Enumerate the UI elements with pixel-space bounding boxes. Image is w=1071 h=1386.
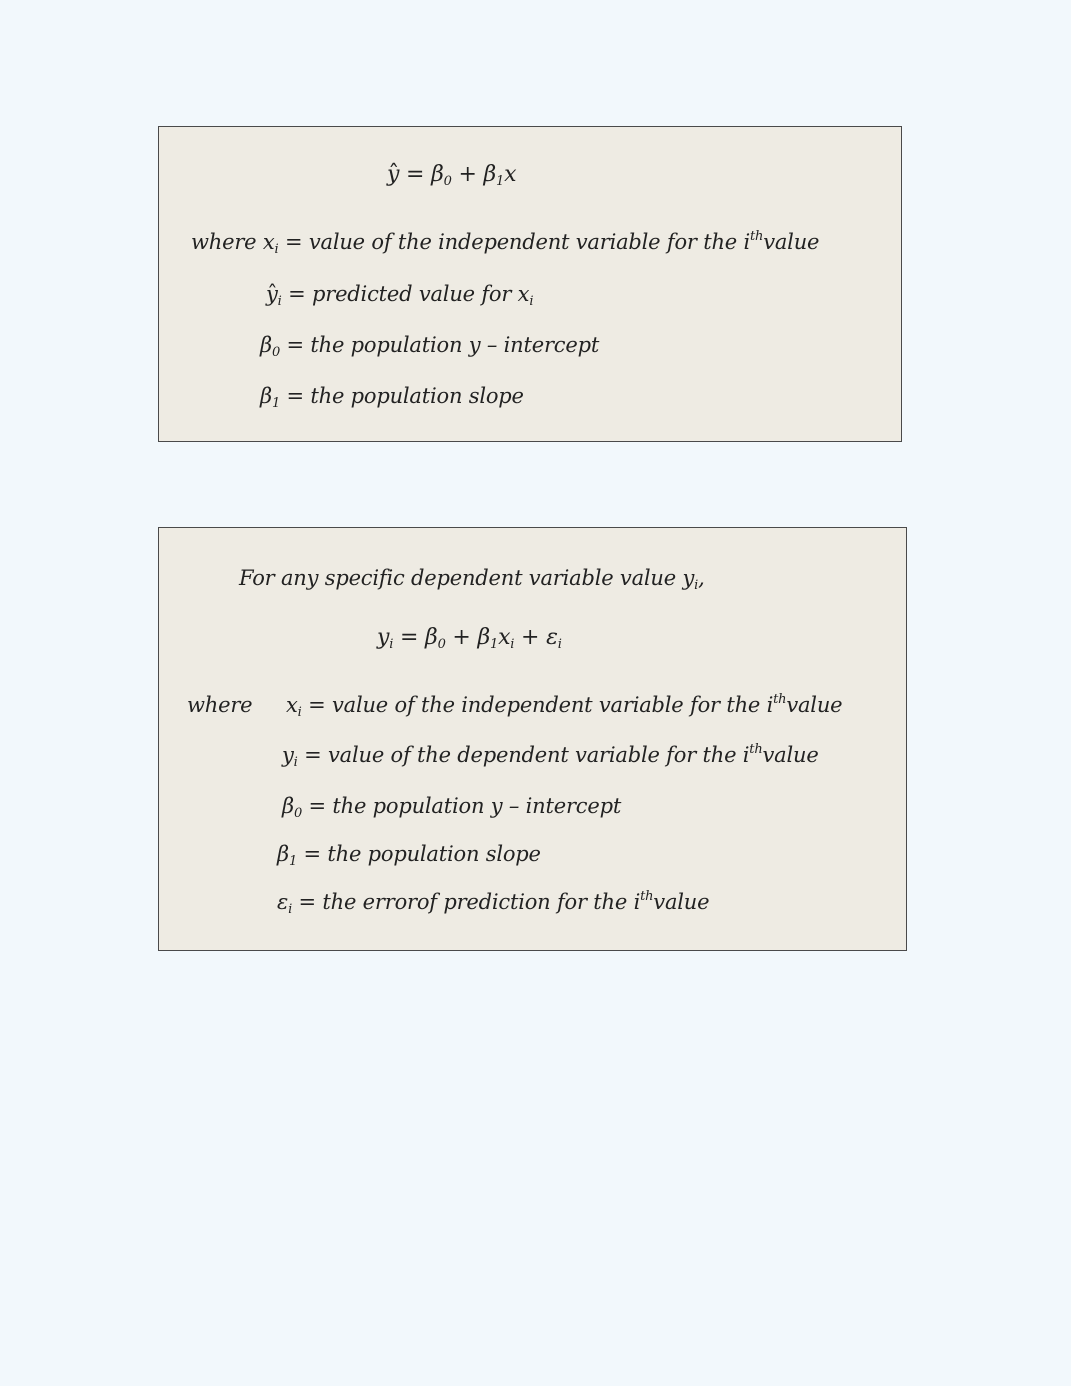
equals: = [292,890,323,914]
plus: + [514,625,547,650]
definition-text: value of the dependent variable for the i [328,743,750,767]
beta-symbol: β [260,384,272,408]
definition-text: value of the independent variable for the i [331,693,774,717]
plus: + [451,162,484,187]
definition-beta1 [277,840,541,868]
subscript: 0 [443,174,452,189]
subscript: 1 [288,854,298,869]
equals: = [280,384,311,408]
y-symbol: y [377,625,390,650]
equals: = [297,842,328,866]
superscript: th [749,742,763,757]
definition-xi [286,691,842,719]
equals: = [281,282,312,306]
equals: = [302,794,333,818]
definition-tail: value [762,743,819,767]
definition-beta1 [260,382,524,410]
beta-symbol: β [260,333,272,357]
superscript: th [750,229,764,244]
formula-box-regression-line [158,126,902,442]
subscript: i [288,902,293,917]
definition-tail: value [653,890,710,914]
subscript: i [293,755,298,770]
subscript: i [297,705,302,720]
subscript: 1 [271,396,281,411]
definition-beta0 [282,792,621,820]
superscript: th [640,889,654,904]
epsilon-symbol: ε [546,625,558,650]
subscript: i [694,578,699,593]
x-symbol: x [504,162,517,187]
subscript: 0 [271,345,281,360]
epsilon-symbol: ε [277,890,289,914]
definition-text: the errorof prediction for the i [322,890,641,914]
x-symbol: x [262,230,275,254]
subscript: i [277,294,282,309]
beta-symbol: β [425,625,438,650]
definition-yi [282,741,819,769]
definition-yhat [266,280,533,308]
definition-text: the population slope [327,842,541,866]
beta-symbol: β [431,162,444,187]
definition-text: the population y – intercept [310,333,600,357]
subscript: i [510,637,515,652]
y-symbol: y [282,743,294,767]
intro-tail: , [698,566,705,590]
subscript: 1 [490,637,499,652]
x-symbol: x [286,693,298,717]
regression-equation [387,161,516,189]
formula-box-regression-model [158,527,907,951]
definition-beta0 [260,331,599,359]
equals: = [278,230,309,254]
equals: = [393,625,426,650]
superscript: th [773,692,787,707]
y-symbol: y [387,162,400,187]
definition-text: the population slope [310,384,524,408]
where-text: where [187,693,253,717]
subscript: i [274,242,279,257]
subscript: 0 [437,637,446,652]
subscript: i [557,637,562,652]
definition-epsilon [277,888,709,916]
equals: = [399,162,432,187]
definition-tail: value [786,693,843,717]
definition-text: predicted value for x [312,282,530,306]
definition-xi [191,228,819,256]
subscript: i [529,294,534,309]
beta-symbol: β [282,794,294,818]
definition-text: value of the independent variable for the i [308,230,750,254]
intro-line [239,564,705,592]
where-label: where [191,230,263,254]
beta-symbol: β [483,162,497,187]
plus: + [445,625,478,650]
beta-symbol: β [477,625,490,650]
beta-symbol: β [277,842,289,866]
definition-tail: value [763,230,820,254]
equals: = [297,743,328,767]
x-symbol: x [498,625,511,650]
y-symbol: y [266,282,278,306]
definition-text: the population y – intercept [332,794,622,818]
regression-model-equation [377,624,562,652]
equals: = [301,693,332,717]
where-label [187,691,252,719]
intro-text: For any specific dependent variable value y [239,566,695,590]
subscript: 1 [496,174,505,189]
subscript: 0 [293,806,303,821]
equals: = [280,333,311,357]
subscript: i [389,637,394,652]
